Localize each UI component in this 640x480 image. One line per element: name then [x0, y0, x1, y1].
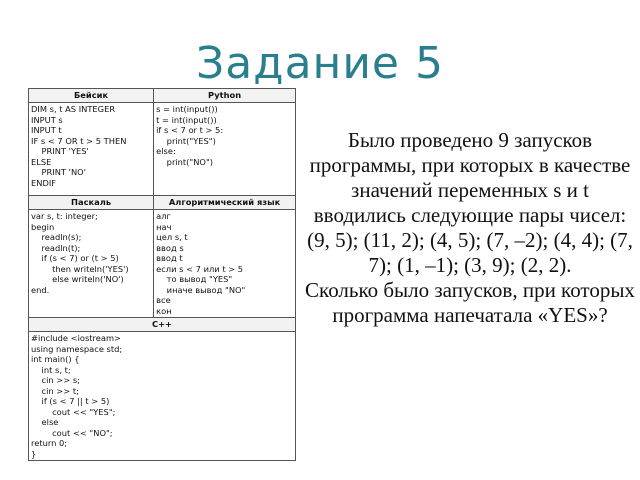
python-code-cell: [154, 103, 296, 196]
algo-code-cell: [154, 210, 296, 318]
task-paragraph-question: Сколько было запусков, при которых программа напечатала «YES»?: [305, 278, 635, 327]
code-table: [28, 88, 296, 461]
basic-code: DIM s, t AS INTEGER INPUT s INPUT t IF s < 7 OR t > 5 THEN PRINT 'YES' ELSE PRINT 'NO' ENDIF: [31, 104, 127, 188]
pascal-code-cell: [29, 210, 154, 318]
basic-header: Бейсик: [29, 89, 154, 103]
cpp-header: C++: [29, 318, 296, 332]
algo-code: алг нач цел s, t ввод s ввод t если s < 7 или t > 5 то вывод "YES" иначе вывод "NO" все кон: [156, 211, 246, 316]
task-paragraph-intro: Было проведено 9 запусков программы, при которых в качестве значений переменных s и t вводились следующие пары чисел:: [309, 128, 631, 227]
pascal-code: var s, t: integer; begin readln(s); readln(t); if (s < 7) or (t > 5) then writeln('YES') else writeln('NO') end.: [31, 211, 129, 295]
slide-title: Задание 5: [196, 38, 444, 89]
cpp-code-cell: [29, 332, 296, 461]
task-paragraph-pairs: (9, 5); (11, 2); (4, 5); (7, –2); (4, 4); (7, 7); (1, –1); (3, 9); (2, 2).: [307, 228, 633, 277]
cpp-code: #include <iostream> using namespace std; int main() { int s, t; cin >> s; cin >> t; if (s < 7 || t > 5) cout << "YES"; else cout << "NO"; return 0; }: [31, 333, 123, 459]
python-header: Python: [154, 89, 296, 103]
task-text: [305, 128, 635, 328]
basic-code-cell: [29, 103, 154, 196]
algo-header: Алгоритмический язык: [154, 196, 296, 210]
python-code: s = int(input()) t = int(input()) if s < 7 or t > 5: print("YES") else: print("NO"): [156, 104, 224, 167]
pascal-header: Паскаль: [29, 196, 154, 210]
